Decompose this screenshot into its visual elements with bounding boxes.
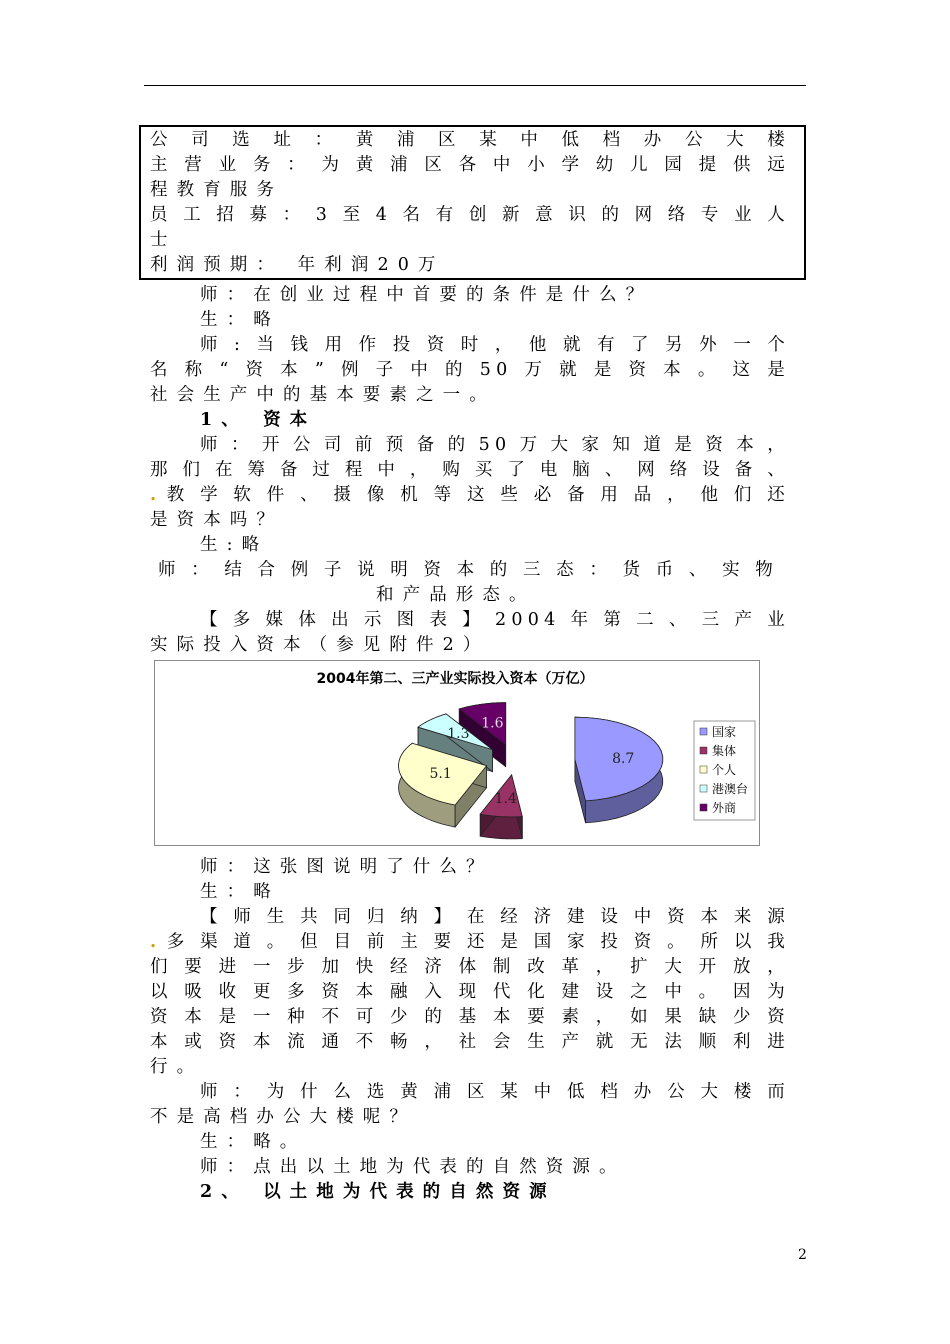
- teacher-three-forms-2: 和产品形态。: [376, 585, 536, 605]
- legend-swatch-集体: [700, 747, 707, 754]
- box-line-staff: 员工招募：3至4名有创新意识的网络专业人: [150, 205, 790, 225]
- teacher-question-chart: 师：这张图说明了什么？: [200, 857, 493, 877]
- teacher-capital-2: 名称“资本”例子中的50万就是资本。这是: [150, 360, 790, 380]
- teacher-q2-line2: 那们在筹备过程中，购买了电脑、网络设备、: [150, 460, 790, 480]
- summary-line6: 本或资本流通不畅，社会生产就无法顺利进: [150, 1032, 790, 1052]
- teacher-q2-line1: 师：开公司前预备的50万大家知道是资本，: [200, 435, 790, 455]
- student-answer-2: 生:略: [200, 535, 269, 555]
- summary-line7: 行。: [150, 1057, 204, 1077]
- header-rule: [144, 85, 806, 86]
- summary-line2: .多渠道。但目前主要还是国家投资。所以我: [150, 932, 790, 952]
- teacher-capital-3: 社会生产中的基本要素之一。: [150, 385, 496, 405]
- student-answer-4: 生：略。: [200, 1132, 307, 1152]
- teacher-question-1: 师：在创业过程中首要的条件是什么？: [200, 285, 653, 305]
- legend-swatch-外商: [700, 804, 707, 811]
- legend-label-个人: 个人: [712, 763, 737, 777]
- teacher-question-office-1: 师：为什么选黄浦区某中低档办公大楼而: [200, 1082, 790, 1102]
- chart-title: 2004年第二、三产业实际投入资本（万亿）: [316, 671, 594, 687]
- pie-label-国家: 8.7: [612, 750, 635, 767]
- multimedia-line1: 【多媒体出示图表】2004年第二、三产业: [200, 610, 790, 630]
- heading-capital: 1、 资本: [200, 410, 317, 430]
- student-answer-3: 生：略: [200, 882, 280, 902]
- legend-label-港澳台: 港澳台: [712, 782, 749, 796]
- teacher-three-forms-1: 师：结合例子说明资本的三态：货币、实物: [158, 560, 778, 580]
- legend-label-国家: 国家: [712, 725, 737, 739]
- teacher-natural-resources: 师：点出以土地为代表的自然资源。: [200, 1157, 626, 1177]
- pie-chart-svg: [155, 661, 761, 847]
- heading-natural-resources: 2、 以土地为代表的自然资源: [200, 1182, 556, 1202]
- page-number: 2: [798, 1247, 807, 1263]
- box-line-staff-cont: 士: [150, 230, 177, 250]
- summary-line4: 以吸收更多资本融入现代化建设之中。因为: [150, 982, 790, 1002]
- summary-line5: 资本是一种不可少的基本要素，如果缺少资: [150, 1007, 790, 1027]
- legend-swatch-个人: [700, 766, 707, 773]
- student-answer-1: 生：略: [200, 310, 280, 330]
- pie-label-个人: 5.1: [429, 766, 452, 783]
- pie-label-集体: 1.4: [494, 790, 517, 807]
- summary-line3: 们要进一步加快经济体制改革，扩大开放，: [150, 957, 790, 977]
- legend-swatch-港澳台: [700, 785, 707, 792]
- pie-slices: [399, 703, 663, 839]
- legend-label-集体: 集体: [712, 744, 737, 758]
- box-line-profit: 利润预期： 年利润20万: [150, 255, 445, 275]
- box-line-location: 公司选址：黄浦区某中低档办公大楼: [150, 130, 790, 150]
- box-line-business-cont: 程教育服务: [150, 180, 283, 200]
- investment-pie-chart: [154, 660, 760, 846]
- multimedia-line2: 实际投入资本（参见附件2）: [150, 635, 490, 655]
- teacher-capital-1: 师:当钱用作投资时，他就有了另外一个: [200, 335, 790, 355]
- teacher-q2-line4: 是资本吗？: [150, 510, 283, 530]
- summary-line1: 【师生共同归纳】在经济建设中资本来源: [200, 907, 790, 927]
- legend-swatch-国家: [700, 728, 707, 735]
- box-line-business: 主营业务：为黄浦区各中小学幼儿园提供远: [150, 155, 790, 175]
- pie-label-港澳台: 1.3: [447, 726, 470, 743]
- teacher-question-office-2: 不是高档办公大楼呢？: [150, 1107, 416, 1127]
- legend-label-外商: 外商: [712, 801, 737, 815]
- pie-label-外商: 1.6: [481, 715, 504, 732]
- teacher-q2-line3: .教学软件、摄像机等这些必备用品，他们还: [150, 485, 790, 505]
